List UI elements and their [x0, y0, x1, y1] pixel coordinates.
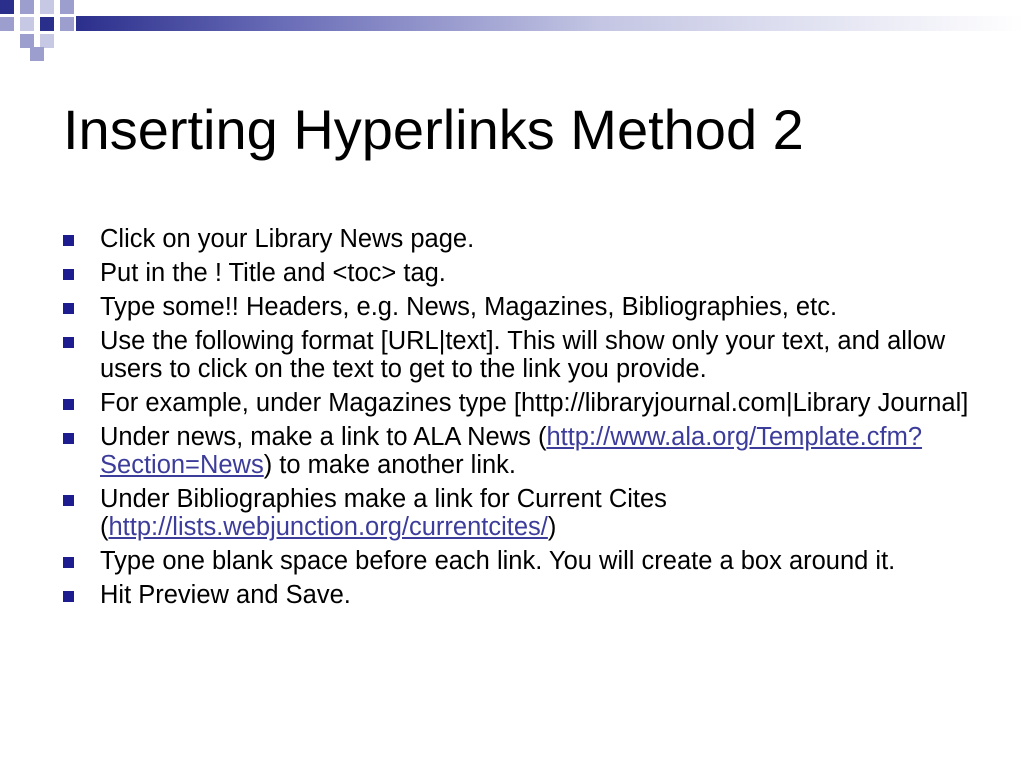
bullet-text-after: ) [547, 513, 557, 541]
bullet-item [62, 293, 982, 321]
decor-square [0, 0, 14, 14]
bullet-text: Put in the ! Title and <toc> tag. [100, 259, 446, 287]
current-cites-link[interactable]: http://lists.webjunction.org/currentcites/ [108, 513, 548, 541]
bullet-text: Click on your Library News page. [100, 225, 475, 253]
decor-square [0, 17, 14, 31]
bullet-item [62, 547, 982, 575]
bullet-text: Use the following format [URL|text]. This will show only your text, and allow users to click on the text to get to the link you provide. [100, 327, 946, 383]
decor-square [60, 0, 74, 14]
bullet-list [62, 225, 982, 615]
bullet-item [62, 581, 982, 609]
header-gradient-bar [76, 16, 1024, 31]
square-bullet-icon [63, 495, 74, 506]
decor-square [20, 34, 34, 48]
bullet-item [62, 485, 982, 541]
slide-decoration [0, 0, 1024, 70]
bullet-text-before: Under Bibliographies make a link for Current Cites ( [100, 485, 667, 541]
ala-news-link[interactable]: http://www.ala.org/Template.cfm?Section=News [100, 423, 923, 479]
square-bullet-icon [63, 337, 74, 348]
decor-square [40, 34, 54, 48]
decor-square [40, 0, 54, 14]
bullet-item [62, 423, 982, 479]
slide-title: Inserting Hyperlinks Method 2 [63, 98, 804, 161]
bullet-text-after: ) to make another link. [263, 451, 517, 479]
square-bullet-icon [63, 557, 74, 568]
square-bullet-icon [63, 433, 74, 444]
square-bullet-icon [63, 269, 74, 280]
bullet-text: Type one blank space before each link. You will create a box around it. [100, 547, 896, 575]
bullet-item [62, 225, 982, 253]
decor-square [20, 0, 34, 14]
decor-square [40, 17, 54, 31]
square-bullet-icon [63, 303, 74, 314]
bullet-text: Hit Preview and Save. [100, 581, 351, 609]
bullet-item [62, 327, 982, 383]
decor-square [20, 17, 34, 31]
square-bullet-icon [63, 399, 74, 410]
bullet-item [62, 259, 982, 287]
bullet-text: For example, under Magazines type [http://libraryjournal.com|Library Journal] [100, 389, 969, 417]
bullet-text: Type some!! Headers, e.g. News, Magazines, Bibliographies, etc. [100, 293, 838, 321]
bullet-item [62, 389, 982, 417]
decor-square [60, 17, 74, 31]
square-bullet-icon [63, 591, 74, 602]
decor-square [30, 47, 44, 61]
square-bullet-icon [63, 235, 74, 246]
bullet-text-before: Under news, make a link to ALA News ( [100, 423, 547, 451]
